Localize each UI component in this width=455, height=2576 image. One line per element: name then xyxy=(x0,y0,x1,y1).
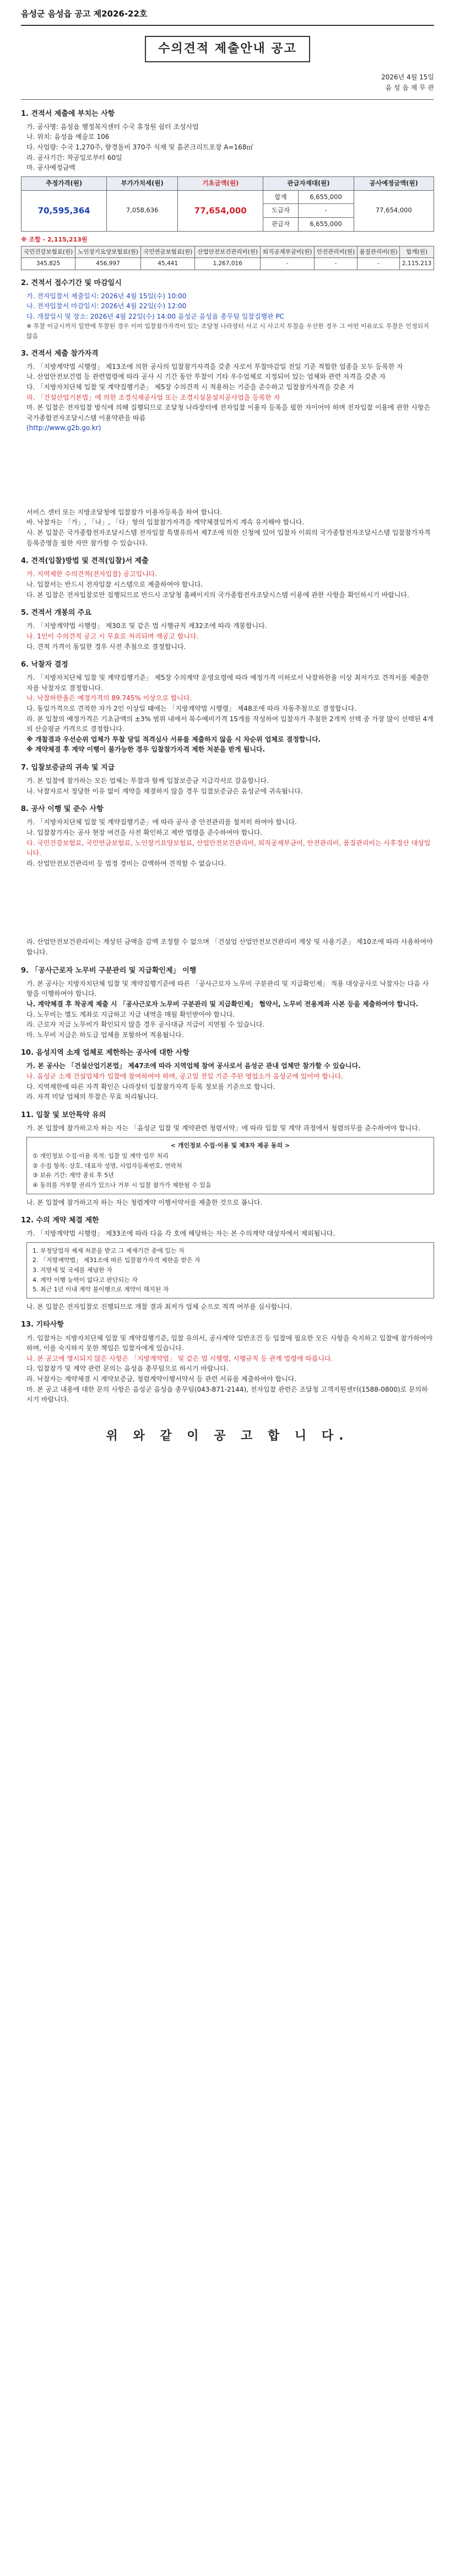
blank-space xyxy=(21,441,434,507)
sec13-line: 라. 낙찰자는 계약체결 시 계약보증금, 청렴계약이행서약서 등 관련 서류를 제출하여야 합니다. xyxy=(26,1375,297,1383)
th-ins: 노인장기요양보험료(원) xyxy=(75,246,141,258)
th-supply: 관급자재대(원) xyxy=(263,176,354,190)
cell-supply-value: 6,655,000 xyxy=(298,218,354,232)
restriction-line: 1. 부정당업자 제재 처분을 받고 그 제재기간 중에 있는 자 xyxy=(32,1247,185,1254)
section-4-title: 4. 견적(입찰)방법 및 견적(입찰)서 제출 xyxy=(21,557,149,566)
sec2-line: 다. 개찰일시 및 장소: 2026년 4월 22일(수) 14:00 음성군 음성읍 총무팀 입찰집행관 PC xyxy=(26,312,285,320)
sec6-line: 나. 낙찰하한율은 예정가격의 89.745% 이상으로 합니다. xyxy=(26,694,192,702)
section-11-title: 11. 입찰 및 보안특약 유의 xyxy=(21,1110,106,1119)
section-3 xyxy=(21,348,434,433)
section-12 xyxy=(21,1215,434,1312)
td-ins: - xyxy=(357,258,400,270)
sec8-line: 나. 입찰참가자는 공사 현장 여건을 사전 확인하고 제반 법령을 준수하여야 합니다. xyxy=(26,829,263,837)
th-ins: 퇴직공제부금비(원) xyxy=(261,246,315,258)
sec4-line: 다. 본 입찰은 전자입찰로만 집행되므로 반드시 조달청 홈페이지의 국가종합전자조달시스템 이용에 관한 사항을 확인하시기 바랍니다. xyxy=(26,591,409,599)
th-base: 기초금액(원) xyxy=(178,176,263,190)
notice-title: 수의견적 제출안내 공고 xyxy=(145,36,310,62)
notice-issuer: 음 성 읍 재 무 관 xyxy=(385,84,434,92)
cell-estimated: 70,595,364 xyxy=(21,190,107,231)
section-7 xyxy=(21,763,434,796)
section-12-title: 12. 수의 계약 체결 제한 xyxy=(21,1216,99,1225)
privacy-consent-box xyxy=(26,1137,434,1194)
section-2-title: 2. 견적서 접수기간 및 마감일시 xyxy=(21,278,122,287)
sec4-line: 가. 지역제한 수의견적(전자입찰) 공고입니다. xyxy=(26,570,158,578)
sec6-warn: ※ 계약체결 후 계약 이행이 불가능한 경우 입찰참가자격 제한 처분을 받게 됩니다. xyxy=(26,745,266,754)
date-block xyxy=(21,72,434,93)
section-10-title: 10. 음성지역 소재 업체로 제한하는 공사에 대한 사항 xyxy=(21,1049,189,1058)
cell-base: 77,654,000 xyxy=(178,190,263,231)
restriction-line: 3. 지방세 및 국세를 체납한 자 xyxy=(32,1266,112,1274)
section-3-title: 3. 견적서 제출 참가자격 xyxy=(21,349,99,358)
td-ins: 1,267,016 xyxy=(195,258,261,270)
sec8-line: 라. 산업안전보건관리비 등 법정 경비는 감액하여 견적할 수 없습니다. xyxy=(26,859,226,867)
sec9-line: 가. 본 공사는 지방자치단체 입찰 및 계약집행기준에 따른 「공사근로자 노무비 구분관리 및 지급확인제」 적용 대상공사로 낙찰자는 다음 사항을 이행하여야 합니다. xyxy=(26,979,429,998)
td-ins: 2,115,213 xyxy=(400,258,434,270)
sec3-more: 사. 본 입찰은 국가종합전자조달시스템 전자입찰 특별유의서 제7조에 의한 신청에 있어 입찰자 이외의 국가종합전자조달시스템 입찰참가자격등록증명을 필한 자만 참가할 수 있습니다. xyxy=(26,529,431,547)
sec2-note: ※ 투찰 이금시까지 일반에 투찰된 경우 이미 입찰참가자격이 있는 조달청 나라장터 사고 시 사고지 투찰을 우선한 경우 그 어떤 이유로도 투찰은 인정되지 않음 xyxy=(26,323,429,340)
g2b-link[interactable]: (http://www.g2b.go.kr) xyxy=(26,424,101,432)
section-6 xyxy=(21,659,434,755)
sec9-line: 나. 계약체결 후 착공계 제출 시 「공사근로자 노무비 구분관리 및 지급확인제」 협약서, 노무비 전용계좌 사본 등을 제출하여야 합니다. xyxy=(26,1000,419,1008)
sec7-line: 가. 본 입찰에 참가하는 모든 업체는 투찰과 함께 입찰보증금 지급각서로 갈음합니다. xyxy=(26,777,269,785)
sec2-line: 가. 전자입찰서 제출일시: 2026년 4월 15일(수) 10:00 xyxy=(26,292,187,300)
section-9 xyxy=(21,965,434,1040)
privacy-box-title: < 개인정보 수집·이용 및 제3자 제공 동의 > xyxy=(170,1141,290,1149)
sec6-line: 라. 본 입찰의 예정가격은 기초금액의 ±3% 범위 내에서 복수예비가격 15개를 작성하여 입찰자가 추첨한 2개씩 선택 중 가장 많이 선택된 4개의 산술평균 가격으로 결정합니다. xyxy=(26,715,434,733)
privacy-box-line: ③ 보유 기간: 계약 종료 후 5년 xyxy=(32,1172,114,1179)
sec1-line: 라. 공사기간: 착공일로부터 60일 xyxy=(26,153,122,162)
section-10 xyxy=(21,1048,434,1102)
sec1-line: 다. 사업량: 수국 1,270주, 향경돌비 370주 식재 및 흙콘크리트포장 A=168㎡ xyxy=(26,143,253,151)
closing-statement: 위 와 같 이 공 고 합 니 다. xyxy=(106,1429,349,1443)
sec9-line: 다. 노무비는 별도 계좌로 지급하고 지급 내역을 매월 확인받아야 합니다. xyxy=(26,1010,235,1018)
sec3-tail: 서비스 센터 또는 지방조달청에 입찰참가 이용자등록을 하여 합니다. xyxy=(26,508,223,516)
sec8-line: 다. 국민건강보험료, 국민연금보험료, 노인장기요양보험료, 산업안전보건관리비, 퇴직공제부금비, 안전관리비, 품질관리비는 사후정산 대상입니다. xyxy=(26,839,431,857)
sec6-line: 가. 「지방자치단체 입찰 및 계약집행기준」 제5장 수의계약 운영요령에 따라 예정가격 이하로서 낙찰하한율 이상 최저가로 견적서를 제출한 자를 낙찰자로 결정합니다. xyxy=(26,674,429,692)
sec5-line: 가. 「지방계약법 시행령」 제30조 및 같은 법 시행규칙 제32조에 따라 개봉합니다. xyxy=(26,622,267,630)
sec1-line: 마. 공사예정금액 xyxy=(26,164,75,172)
sec13-line: 다. 입찰참가 및 계약 관련 문의는 음성읍 총무팀으로 하시기 바랍니다. xyxy=(26,1365,229,1373)
sec7-line: 나. 낙찰자로서 정당한 이유 없이 계약을 체결하지 않을 경우 입찰보증금은 음성군에 귀속됩니다. xyxy=(26,787,303,795)
privacy-box-line: ④ 동의를 거부할 권리가 있으나 거부 시 입찰 참가가 제한될 수 있음 xyxy=(32,1181,212,1189)
sec10-line: 라. 자격 미달 업체의 투찰은 무효 처리됩니다. xyxy=(26,1093,159,1101)
th-ins: 국민연금보험료(원) xyxy=(141,246,195,258)
sec6-line: 다. 동일가격으로 견적한 자가 2인 이상일 때에는 「지방계약법 시행령」 제48조에 따라 자동추첨으로 결정합니다. xyxy=(26,705,356,713)
cell-supply-label: 합계 xyxy=(263,190,298,204)
sec3-line: 마. 본 입찰은 전자입찰 방식에 의해 집행되므로 조달청 나라장터에 전자입찰 이용자 등록을 필한 자이어야 하며 전자입찰 이용에 관한 사항은 국가종합전자조달시스템 이용약관을 따름 xyxy=(26,404,431,422)
sec8-tail: 라. 산업안전보건관리비는 계상된 금액을 감액 조정할 수 없으며 「건설업 산업안전보건관리비 계상 및 사용기준」 제10조에 따라 사용하여야 합니다. xyxy=(26,938,433,957)
sec3-more: 바. 낙찰자는 「가」, 「나」, 「다」항의 입찰참가자격을 계약체결일까지 계속 유지해야 합니다. xyxy=(26,518,305,527)
td-ins: - xyxy=(261,258,315,270)
privacy-box-line: ① 개인정보 수집·이용 목적: 입찰 및 계약 업무 처리 xyxy=(32,1152,169,1160)
th-ins: 산업안전보건관리비(원) xyxy=(195,246,261,258)
section-1-title: 1. 견적서 제출에 부치는 사항 xyxy=(21,109,115,118)
blank-space xyxy=(21,876,434,937)
th-estimated: 추정가격(원) xyxy=(21,176,107,190)
cell-supply-label: 관급자 xyxy=(263,218,298,232)
restriction-line: 2. 「지방계약법」 제31조에 따른 입찰참가자격 제한을 받은 자 xyxy=(32,1257,201,1264)
th-ins: 품질관리비(원) xyxy=(357,246,400,258)
td-ins: - xyxy=(315,258,358,270)
section-1 xyxy=(21,109,434,270)
section-5-title: 5. 견적서 개봉의 주요 xyxy=(21,609,92,618)
th-ins: 국민건강보험료(원) xyxy=(21,246,75,258)
section-8-continued xyxy=(21,937,434,957)
sec13-line: 가. 입찰자는 지방자치단체 입찰 및 계약집행기준, 입찰 유의서, 공사계약 일반조건 등 입찰에 필요한 모든 사항을 숙지하고 입찰에 참가하여야 하며, 이를 숙지하지 못한 책임은 입찰자에게 있습니다. xyxy=(26,1334,433,1353)
sec10-line: 가. 본 공사는 「건설산업기본법」 제47조에 따라 지역업체 참여 공사로서 음성군 관내 업체만 참가할 수 있습니다. xyxy=(26,1062,361,1070)
cell-vat: 7,058,636 xyxy=(107,190,178,231)
notice-date: 2026년 4월 15일 xyxy=(381,73,434,82)
section-9-title: 9. 「공사근로자 노무비 구분관리 및 지급확인제」 이행 xyxy=(21,966,197,975)
cell-supply-value: 6,655,000 xyxy=(298,190,354,204)
section-3-continued xyxy=(21,507,434,548)
section-2 xyxy=(21,278,434,341)
section-6-title: 6. 낙찰자 결정 xyxy=(21,661,68,669)
sec5-line: 다. 견적 가격이 동일한 경우 사전 추첨으로 결정합니다. xyxy=(26,642,186,651)
sec11-after: 나. 본 입찰에 참가하고자 하는 자는 청렴계약 이행서약서를 제출한 것으로 봅니다. xyxy=(26,1198,263,1206)
restriction-box xyxy=(26,1242,434,1298)
section-13 xyxy=(21,1319,434,1404)
sec9-line: 마. 노무비 지급은 하도급 업체를 포함하여 적용됩니다. xyxy=(26,1031,184,1039)
budget-table xyxy=(21,176,434,232)
th-ins: 합계(원) xyxy=(400,246,434,258)
sec2-line: 나. 전자입찰서 마감일시: 2026년 4월 22일(수) 12:00 xyxy=(26,302,187,310)
sec6-warn: ※ 개찰결과 우선순위 업체가 투찰 당일 적격심사 서류를 제출하지 않을 시 차순위 업체로 결정합니다. xyxy=(26,735,321,743)
td-ins: 345,825 xyxy=(21,258,75,270)
section-7-title: 7. 입찰보증금의 귀속 및 지급 xyxy=(21,763,115,772)
sec3-line: 다. 「지방자치단체 입찰 및 계약집행기준」 제5장 수의견적 시 적용하는 기준을 준수하고 입찰참가자격을 갖춘 자 xyxy=(26,383,355,391)
sec5-line: 나. 1인이 수의견적 공고 시 무효로 처리되며 재공고 합니다. xyxy=(26,632,199,640)
sec8-line: 가. 「지방자치단체 입찰 및 계약집행기준」에 따라 공사 중 안전관리를 철저히 하여야 합니다. xyxy=(26,818,297,827)
header-divider xyxy=(21,99,434,100)
section-8-title: 8. 공사 이행 및 준수 사항 xyxy=(21,805,104,814)
top-divider xyxy=(21,25,434,26)
sec4-line: 나. 입찰서는 반드시 전자입찰 시스템으로 제출하여야 합니다. xyxy=(26,580,203,588)
restriction-line: 4. 계약 이행 능력이 없다고 판단되는 자 xyxy=(32,1276,138,1284)
sec11-line: 가. 본 입찰에 참가하고자 하는 자는 「음성군 입찰 및 계약관련 청렴서약」에 따라 입찰 및 계약 과정에서 청렴의무를 준수하여야 합니다. xyxy=(26,1124,420,1132)
sec10-line: 나. 음성군 소재 건설업체가 입찰에 참여하여야 하며, 공고일 전일 기준 주된 영업소가 음성군에 있어야 합니다. xyxy=(26,1072,343,1081)
sec9-line: 라. 근로자 지급 노무비가 확인되지 않을 경우 공사대금 지급이 지연될 수 있습니다. xyxy=(26,1021,265,1029)
cell-supply-label: 도급자 xyxy=(263,204,298,218)
th-planned: 공사예정금액(원) xyxy=(354,176,434,190)
cell-supply-value: - xyxy=(298,204,354,218)
sec3-line: 나. 산업안전보건법 등 관련법령에 따라 공사 시 기간 동안 투찰이 기타 우수업체로 지정되어 있는 업체와 관련 자격을 갖춘 자 xyxy=(26,373,386,381)
section-5 xyxy=(21,608,434,652)
sec1-line: 가. 공사명: 음성읍 행정복지센터 수국 휴정원 쉼터 조성사업 xyxy=(26,122,199,131)
section-8 xyxy=(21,804,434,868)
sec13-line: 마. 본 공고 내용에 대한 문의 사항은 음성군 음성읍 총무팀(043-871-2144), 전자입찰 관련은 조달청 고객지원센터(1588-0800)로 문의하시기 바랍니다. xyxy=(26,1385,428,1404)
subcontract-note: ※ 조합 - 2,115,213원 xyxy=(21,235,88,243)
td-ins: 45,441 xyxy=(141,258,195,270)
th-vat: 부가가치세(원) xyxy=(107,176,178,190)
restriction-line: 5. 최근 1년 이내 계약 불이행으로 계약이 해지된 자 xyxy=(32,1286,169,1294)
sec3-line: 라. 「건설산업기본법」에 의한 조경식재공사업 또는 조경시설물설치공사업을 등록한 자 xyxy=(26,393,280,401)
sec3-line: 가. 「지방계약법 시행령」 제13조에 의한 공사의 입찰참가자격을 갖춘 자로서 투찰마감일 전일 기준 적합한 업종을 모두 등록한 자 xyxy=(26,362,403,371)
sec1-line: 나. 위치: 음성읍 예술로 106 xyxy=(26,133,110,141)
cell-planned: 77,654,000 xyxy=(354,190,434,231)
th-ins: 안전관리비(원) xyxy=(315,246,358,258)
section-4 xyxy=(21,556,434,600)
insurance-table xyxy=(21,246,434,270)
section-11 xyxy=(21,1110,434,1208)
notice-number: 음성군 음성읍 공고 제2026-22호 xyxy=(21,9,148,19)
sec10-line: 다. 지역제한에 따른 자격 확인은 나라장터 입찰참가자격 등록 정보를 기준으로 합니다. xyxy=(26,1082,275,1091)
privacy-box-line: ② 수집 항목: 상호, 대표자 성명, 사업자등록번호, 연락처 xyxy=(32,1162,182,1169)
sec12-after: 나. 본 입찰은 전자입찰로 진행되므로 개찰 결과 최저가 업체 순으로 적격 여부를 심사합니다. xyxy=(26,1302,292,1311)
sec13-line: 나. 본 공고에 명시되지 않은 사항은 「지방계약법」 및 같은 법 시행령, 시행규칙 등 관계 법령에 따릅니다. xyxy=(26,1354,333,1362)
sec12-line: 가. 「지방계약법 시행령」 제33조에 따라 다음 각 호에 해당하는 자는 본 수의계약 대상자에서 제외됩니다. xyxy=(26,1230,335,1238)
td-ins: 456,997 xyxy=(75,258,141,270)
section-13-title: 13. 기타사항 xyxy=(21,1321,64,1329)
